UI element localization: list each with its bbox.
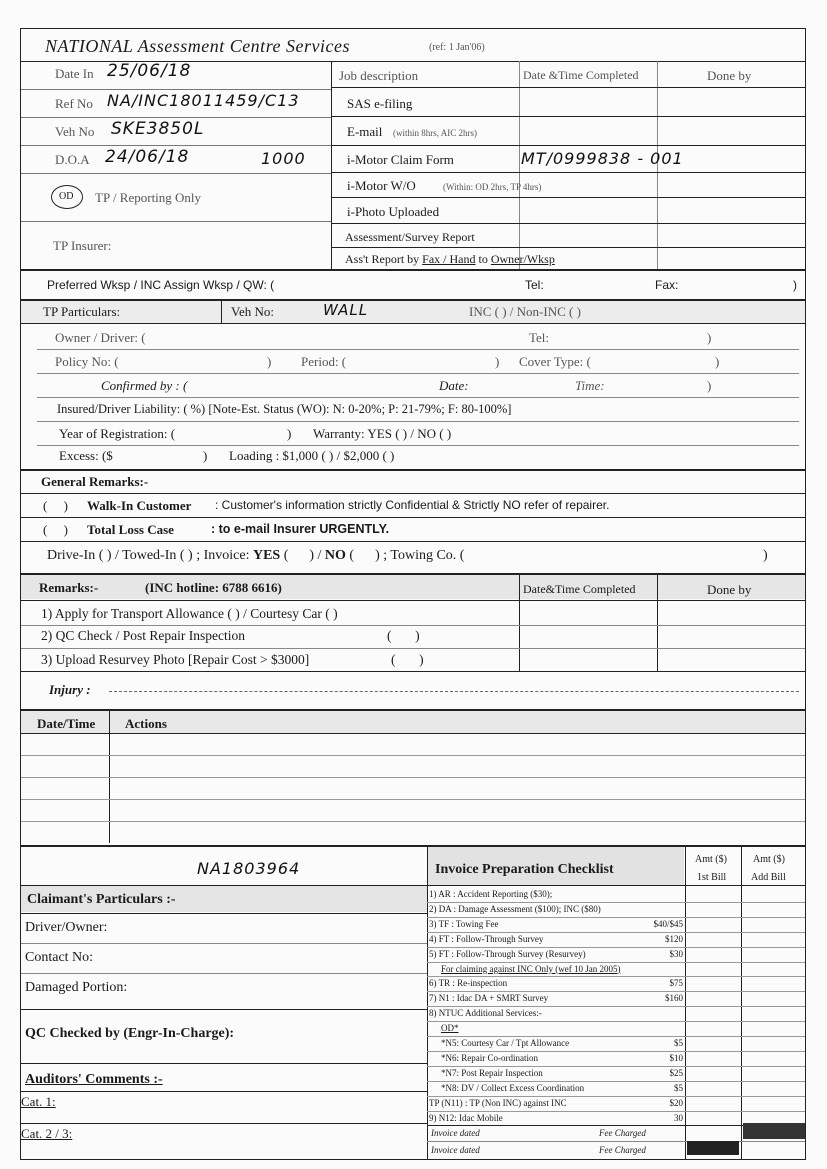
remark-item: 2) QC Check / Post Repair Inspection xyxy=(41,628,245,643)
divider xyxy=(427,991,805,992)
divider xyxy=(21,221,331,222)
preferred-fax-label: Fax: xyxy=(655,278,679,292)
divider xyxy=(21,648,805,649)
job-row-note: (Within: OD 2hrs, TP 4hrs) xyxy=(443,182,542,192)
actions-date-header: Date/Time xyxy=(37,716,96,731)
divider xyxy=(21,89,331,90)
tp-veh-value: WALL xyxy=(323,301,369,319)
divider xyxy=(657,575,658,671)
divider xyxy=(21,943,427,944)
divider xyxy=(427,885,805,886)
inc-hotline: (INC hotline: 6788 6616) xyxy=(145,580,282,595)
divider xyxy=(21,777,805,778)
divider xyxy=(519,61,520,269)
divider xyxy=(37,373,799,374)
black-stamp-mark xyxy=(743,1123,805,1139)
invoice-item-fee: 30 xyxy=(674,1112,683,1123)
walk-in-text: : Customer's information strictly Confidential & Strictly NO refer of repairer. xyxy=(215,498,610,512)
tp-header-shade xyxy=(21,301,805,323)
excess-label: Excess: ($ xyxy=(59,448,113,463)
tp-tel-label: Tel: xyxy=(529,330,550,345)
job-col-header: Job description xyxy=(339,68,419,83)
towing-co-label: ; Towing Co. ( xyxy=(383,548,465,563)
divider xyxy=(21,625,805,626)
claimant-reference: NA1803964 xyxy=(197,859,301,878)
divider xyxy=(37,397,799,398)
invoice-item-label: OD* xyxy=(441,1023,459,1034)
invoice-item-label: TP (N11) : TP (Non INC) against INC xyxy=(429,1097,567,1108)
qc-checked-label: QC Checked by (Engr-In-Charge): xyxy=(25,1026,235,1041)
divider xyxy=(331,247,805,248)
done-col-header: Done by xyxy=(707,68,752,83)
amt-add-header: Amt ($) xyxy=(753,854,785,865)
divider xyxy=(21,600,805,601)
divider xyxy=(685,845,686,1159)
resurvey-box: ( ) xyxy=(391,652,424,667)
od-label: OD xyxy=(59,191,74,202)
owner-close: ) xyxy=(707,330,712,345)
date-col-header: Date &Time Completed xyxy=(523,68,639,82)
period-label: Period: ( xyxy=(301,354,347,369)
asst-report-prefix: Ass't Report by xyxy=(345,252,423,266)
job-row-label: Assessment/Survey Report xyxy=(345,230,475,244)
divider xyxy=(21,1123,427,1124)
tp-insurer-label: TP Insurer: xyxy=(53,238,112,253)
claim-form-number: MT/0999838 - 001 xyxy=(521,149,684,168)
preferred-tel-label: Tel: xyxy=(525,278,544,292)
cover-type-label: Cover Type: ( xyxy=(519,354,591,369)
invoice-dated-label: Invoice dated xyxy=(431,1128,480,1138)
divider xyxy=(427,976,805,977)
confirmed-close: ) xyxy=(707,378,712,393)
total-loss-label: Total Loss Case xyxy=(87,522,174,537)
divider xyxy=(21,145,331,146)
divider xyxy=(109,691,799,692)
total-loss-checkbox: ( ) xyxy=(43,522,68,537)
first-bill-header: 1st Bill xyxy=(697,872,727,883)
excess-close: ) xyxy=(203,448,208,463)
veh-no-label: Veh No xyxy=(55,124,95,139)
invoice-item-label: *N7: Post Repair Inspection xyxy=(441,1067,543,1078)
invoice-item-label: *N8: DV / Collect Excess Coordination xyxy=(441,1082,585,1093)
walk-in-checkbox: ( ) xyxy=(43,498,68,513)
divider xyxy=(21,1063,427,1064)
divider xyxy=(741,845,742,1159)
remark-item: 1) Apply for Transport Allowance ( ) / Courtesy Car ( ) xyxy=(41,606,338,621)
invoice-item-label: 1) AR : Accident Reporting ($30); xyxy=(429,889,553,899)
veh-no-value: SKE3850L xyxy=(111,119,205,139)
towing-close: ) xyxy=(763,548,768,563)
divider xyxy=(331,197,805,198)
divider xyxy=(331,87,805,88)
invoice-item-fee: $160 xyxy=(665,993,683,1004)
divider xyxy=(427,962,805,963)
divider xyxy=(21,1009,427,1010)
divider xyxy=(427,845,428,1159)
actions-header: Actions xyxy=(125,716,167,731)
liability-line: Insured/Driver Liability: ( %) [Note-Est. Status (WO): N: 0-20%; P: 21-79%; F: 80-100%] xyxy=(57,402,512,416)
owner-driver-label: Owner / Driver: ( xyxy=(55,330,146,345)
invoice-item-fee: $5 xyxy=(674,1082,683,1093)
invoice-item-label: 6) TR : Re-inspection xyxy=(429,978,508,989)
divider xyxy=(427,1111,805,1112)
date-in-label: Date In xyxy=(55,66,94,81)
qc-check-box: ( ) xyxy=(387,628,420,643)
invoice-item-label: 7) N1 : Idac DA + SMRT Survey xyxy=(429,993,549,1004)
total-loss-text: : to e-mail Insurer URGENTLY. xyxy=(211,522,390,536)
divider xyxy=(21,323,805,324)
period-close: ) xyxy=(495,354,500,369)
tp-inc-options: INC ( ) / Non-INC ( ) xyxy=(469,304,581,319)
divider xyxy=(427,902,805,903)
divider xyxy=(21,117,331,118)
job-row-note: (within 8hrs, AIC 2hrs) xyxy=(393,128,477,138)
job-row-label: E-mail xyxy=(347,124,383,139)
policy-no-label: Policy No: ( xyxy=(55,354,119,369)
remarks-date-header: Date&Time Completed xyxy=(523,582,636,596)
invoice-dated-label: Invoice dated xyxy=(431,1145,480,1155)
divider xyxy=(21,733,805,734)
divider xyxy=(21,845,805,847)
injury-label: Injury : xyxy=(49,682,91,697)
divider xyxy=(21,1091,427,1092)
tp-particulars-label: TP Particulars: xyxy=(43,304,121,319)
divider xyxy=(331,172,805,173)
date-in-value: 25/06/18 xyxy=(107,61,192,81)
invoice-item-fee: $5 xyxy=(674,1038,683,1048)
invoice-item-fee: $30 xyxy=(669,948,683,959)
ref-no-value: NA/INC18011459/C13 xyxy=(107,91,300,110)
ref-no-label: Ref No xyxy=(55,96,93,111)
fee-charged-label: Fee Charged xyxy=(599,1145,646,1155)
asst-report-line xyxy=(345,253,555,265)
divider xyxy=(331,116,805,117)
invoice-item-label: 5) FT : Follow-Through Survey (Resurvey) xyxy=(429,948,586,959)
tp-veh-label: Veh No: xyxy=(231,304,274,319)
divider xyxy=(21,541,805,542)
tp-reporting-label: TP / Reporting Only xyxy=(95,190,202,205)
divider xyxy=(519,575,520,671)
invoice-item-label: 3) TF : Towing Fee xyxy=(429,918,499,929)
form-title: NATIONAL Assessment Centre Services xyxy=(45,36,350,56)
claimant-title: Claimant's Particulars :- xyxy=(27,892,176,907)
invoice-item-fee: $10 xyxy=(669,1052,683,1063)
doa-time: 1000 xyxy=(261,149,306,168)
invoice-yes: YES xyxy=(252,548,281,563)
drive-in-line: Drive-In ( ) / Towed-In ( ) ; Invoice: YES ( ) / NO ( ) ; Towing Co. ( xyxy=(47,548,465,563)
divider xyxy=(427,1051,805,1052)
year-close: ) xyxy=(287,426,292,441)
invoice-item-fee: $25 xyxy=(669,1067,683,1078)
amt-1st-header: Amt ($) xyxy=(695,854,727,865)
year-reg-label: Year of Registration: ( xyxy=(59,426,176,441)
invoice-item-fee: $20 xyxy=(669,1097,683,1108)
divider xyxy=(21,269,805,271)
doa-value: 24/06/18 xyxy=(105,147,190,167)
driver-owner-label: Driver/Owner: xyxy=(25,920,108,935)
invoice-item-fee: $75 xyxy=(669,978,683,989)
preferred-close: ) xyxy=(793,278,797,292)
divider xyxy=(427,947,805,948)
form-code: (ref: 1 Jan'06) xyxy=(429,42,485,53)
divider xyxy=(427,1021,805,1022)
invoice-item-label: *N6: Repair Co-ordination xyxy=(441,1052,538,1063)
add-bill-header: Add Bill xyxy=(751,872,786,883)
owner-wksp: Owner/Wksp xyxy=(490,252,555,266)
divider xyxy=(331,61,332,269)
fax-hand: Fax / Hand xyxy=(422,252,476,266)
divider xyxy=(427,1006,805,1007)
walk-in-label: Walk-In Customer xyxy=(87,498,192,513)
remark-item: 3) Upload Resurvey Photo [Repair Cost > $3000] xyxy=(41,652,310,667)
cover-close: ) xyxy=(715,354,720,369)
black-stamp-mark xyxy=(687,1141,739,1155)
invoice-item-fee: $40/$45 xyxy=(653,918,683,929)
loading-options: Loading : $1,000 ( ) / $2,000 ( ) xyxy=(229,448,395,463)
asst-report-to: to xyxy=(475,252,491,266)
cat-2-3-label: Cat. 2 / 3: xyxy=(21,1126,73,1141)
divider xyxy=(427,1081,805,1082)
drive-in-options: Drive-In ( ) / Towed-In ( ) ; Invoice: xyxy=(47,548,250,563)
contact-no-label: Contact No: xyxy=(25,950,94,965)
remarks-done-header: Done by xyxy=(707,582,752,597)
damaged-portion-label: Damaged Portion: xyxy=(25,980,128,995)
divider xyxy=(427,932,805,933)
divider xyxy=(21,821,805,822)
divider xyxy=(427,1036,805,1037)
divider xyxy=(21,517,805,518)
remarks-header-shade xyxy=(21,575,805,599)
policy-close: ) xyxy=(267,354,272,369)
job-row-label: i-Motor Claim Form xyxy=(347,152,454,167)
confirmed-time-label: Time: xyxy=(575,378,605,393)
job-row-label: i-Photo Uploaded xyxy=(347,204,440,219)
divider xyxy=(37,445,799,446)
divider xyxy=(427,917,805,918)
invoice-item-label: 4) FT : Follow-Through Survey xyxy=(429,933,544,944)
divider xyxy=(331,145,805,146)
divider xyxy=(21,973,427,974)
divider xyxy=(37,349,799,350)
invoice-item-label: For claiming against INC Only (wef 10 Jan 2005) xyxy=(441,963,621,974)
confirmed-by-label: Confirmed by : ( xyxy=(101,378,188,393)
divider xyxy=(427,1096,805,1097)
divider xyxy=(331,223,805,224)
cat-1-label: Cat. 1: xyxy=(21,1094,56,1109)
divider xyxy=(427,1066,805,1067)
assessment-form xyxy=(20,28,806,1160)
invoice-item-label: *N5: Courtesy Car / Tpt Allowance xyxy=(441,1038,570,1048)
divider xyxy=(21,469,805,471)
divider xyxy=(221,301,222,323)
doa-label: D.O.A xyxy=(55,152,90,167)
invoice-item-label: 2) DA : Damage Assessment ($100); INC ($80) xyxy=(429,903,601,914)
confirmed-date-label: Date: xyxy=(439,378,469,393)
divider xyxy=(427,1141,805,1142)
invoice-no: NO xyxy=(324,548,346,563)
invoice-title: Invoice Preparation Checklist xyxy=(435,862,614,877)
invoice-item-fee: $120 xyxy=(665,933,683,944)
job-row-label: i-Motor W/O xyxy=(347,178,416,193)
general-remarks-label: General Remarks:- xyxy=(41,474,149,489)
fee-charged-label: Fee Charged xyxy=(599,1128,646,1138)
invoice-item-label: 8) NTUC Additional Services:- xyxy=(429,1008,542,1019)
job-row-label: SAS e-filing xyxy=(347,96,413,111)
divider xyxy=(21,755,805,756)
divider xyxy=(21,173,331,174)
divider xyxy=(21,913,427,914)
warranty-options: Warranty: YES ( ) / NO ( ) xyxy=(313,426,452,441)
divider xyxy=(21,493,805,494)
preferred-wksp-label: Preferred Wksp / INC Assign Wksp / QW: ( xyxy=(47,278,275,292)
divider xyxy=(21,671,805,672)
divider xyxy=(21,799,805,800)
auditors-comments-label: Auditors' Comments :- xyxy=(25,1072,163,1087)
remarks-label: Remarks:- xyxy=(39,580,99,595)
invoice-item-label: 9) N12: Idac Mobile xyxy=(429,1112,503,1123)
divider xyxy=(37,421,799,422)
